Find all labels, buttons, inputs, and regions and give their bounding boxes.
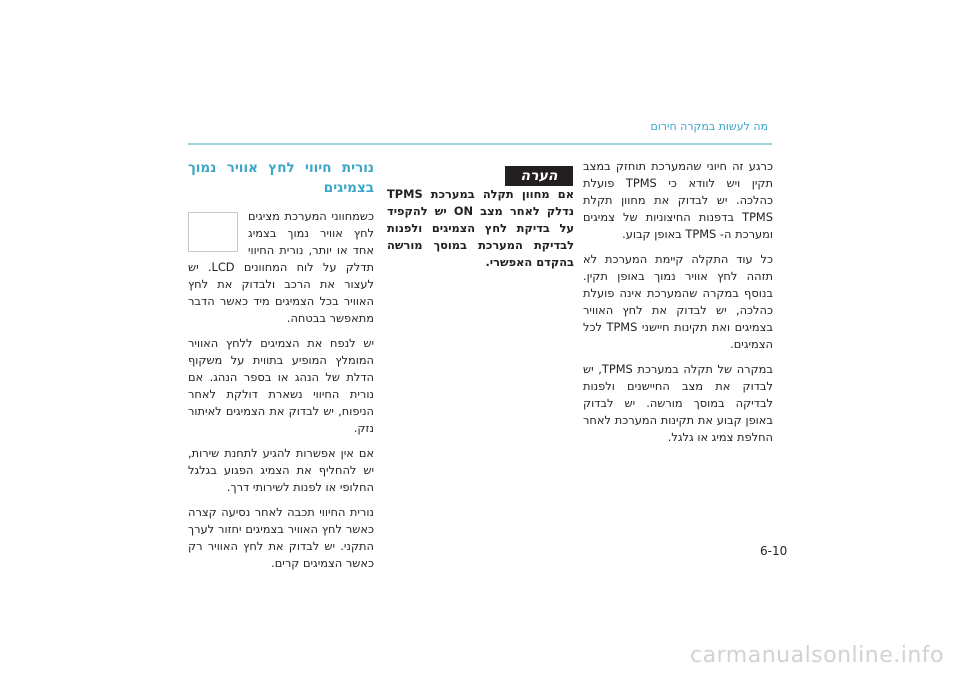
paragraph: כשמחווני המערכת מציגים לחץ אוויר נמוך בצמיג אחד או יותר, נורית החיווי תדלק על לוח המחוונים LCD. יש לעצור את הרכב ולבדוק את לחץ האוויר בכל הצמיגים מיד כאשר הדבר מתאפשר בבטחה. xyxy=(188,209,374,325)
page-number: 6-10 xyxy=(760,544,788,558)
section-heading: נורית חיווי לחץ אוויר נמוך בצמיגים xyxy=(188,160,374,196)
paragraph: אם אין אפשרות להגיע לתחנת שירות, יש להחליף את הצמיג הפגוע בגלגל החלופי או לפנות לשירותי דרך. xyxy=(188,446,374,494)
header-divider xyxy=(188,143,772,145)
middle-column xyxy=(387,186,574,279)
section-title: מה לעשות במקרה חירום xyxy=(650,120,768,133)
indicator-icon-box xyxy=(188,212,238,252)
paragraph: במקרה של תקלה במערכת TPMS, יש לבדוק את מצב החיישנים ולפנות לבדיקה במוסך מורשה. יש לבדוק באופן קבוע את תקינות המערכת לאחר החלפת צמיג או גלגל. xyxy=(583,362,773,444)
warning-badge: הערה xyxy=(505,166,573,186)
left-column xyxy=(188,158,374,580)
right-column xyxy=(583,158,773,454)
paragraph: נורית החיווי תכבה לאחר נסיעה קצרה כאשר לחץ האוויר בצמיגים יחזור לערך התקני. יש לבדוק את לחץ האוויר רק כאשר הצמיגים קרים. xyxy=(188,505,374,570)
paragraph: כל עוד התקלה קיימת המערכת לא תזהה לחץ אוויר נמוך באופן תקין. בנוסף במקרה שהמערכת אינה פועלת כהלכה, יש לבדוק את לחץ האוויר בצמיגים ואת תקינות חיישני TPMS לכל הצמיגים. xyxy=(583,252,774,351)
warning-text: אם מחוון תקלה במערכת TPMS נדלק לאחר מצב ON יש להקפיד על בדיקת לחץ הצמיגים ולפנות לבדיקת המערכת במוסך מורשה בהקדם האפשרי. xyxy=(387,187,574,269)
paragraph: יש לנפח את הצמיגים ללחץ האוויר המומלץ המופיע בתווית על משקוף הדלת של הנהג או בספר הנהג. אם נורית החיווי נשארת דולקת לאחר הניפוח, יש לבדוק את הצמיגים לאיתור נזק. xyxy=(188,336,374,435)
paragraph: כרגע זה חיוני שהמערכת תוחזק במצב תקין ויש לוודא כי TPMS פועלת כהלכה. יש לבדוק את מחוון תקלת TPMS בדפנות החיצוניות של צמיגים ומערכת ה- TPMS באופן קבוע. xyxy=(583,159,773,241)
watermark: carmanualsonline.info xyxy=(690,643,944,668)
